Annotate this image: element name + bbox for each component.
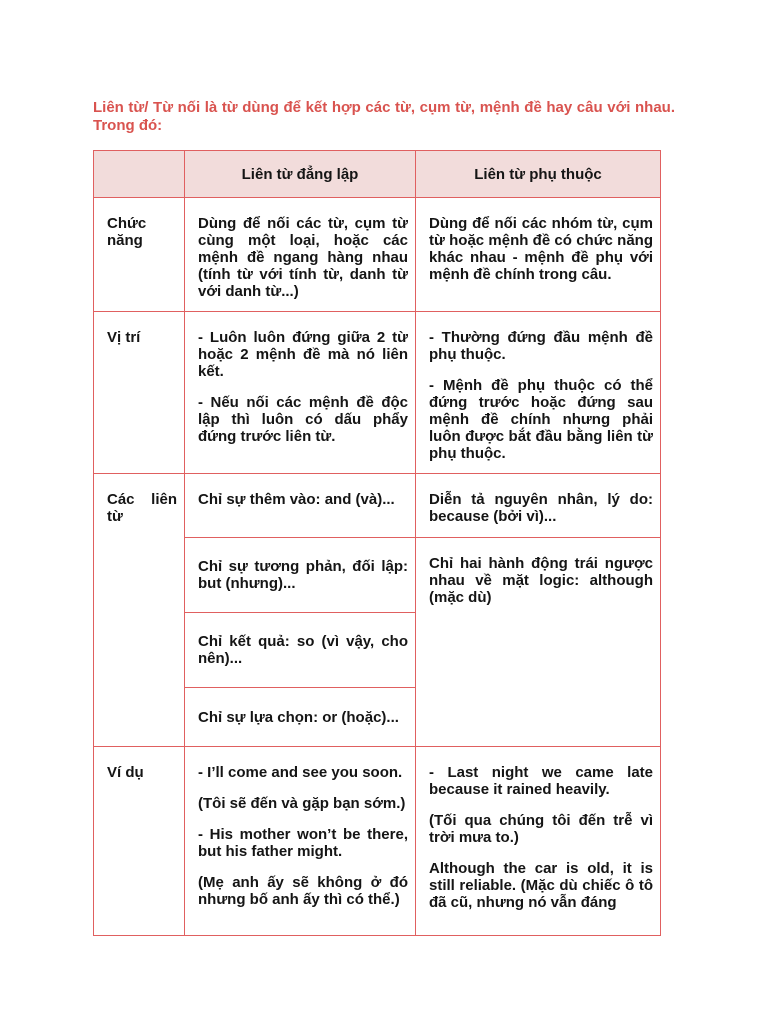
position-subordinating	[416, 312, 661, 474]
intro-paragraph: Liên từ/ Từ nối là từ dùng để kết hợp các từ, cụm từ, mệnh đề hay câu với nhau. Trong đó:	[93, 99, 675, 134]
conjunction-addition: Chỉ sự thêm vào: and (và)...	[185, 474, 416, 538]
position-subordinating-1: - Thường đứng đầu mệnh đề phụ thuộc.	[429, 329, 653, 363]
header-subordinating: Liên từ phụ thuộc	[416, 151, 661, 198]
conjunction-cause: Diễn tả nguyên nhân, lý do: because (bởi vì)...	[416, 474, 661, 538]
position-coordinating-2: - Nếu nối các mệnh đề độc lập thì luôn có dấu phẩy đứng trước liên từ.	[198, 394, 408, 445]
function-subordinating: Dùng để nối các nhóm từ, cụm từ hoặc mệnh đề có chức năng khác nhau - mệnh đề phụ với mệnh đề chính trong câu.	[416, 198, 661, 312]
example-coordinating-2: (Tôi sẽ đến và gặp bạn sớm.)	[198, 795, 406, 812]
examples-coordinating	[185, 747, 416, 936]
conjunction-although: Chỉ hai hành động trái ngược nhau về mặt logic: although (mặc dù)	[416, 538, 661, 747]
function-coordinating: Dùng để nối các từ, cụm từ cùng một loại, hoặc các mệnh đề ngang hàng nhau (tính từ với tính từ, danh từ với danh từ...)	[185, 198, 416, 312]
example-coordinating-4: (Mẹ anh ấy sẽ không ở đó nhưng bố anh ấy thì có thể.)	[198, 874, 408, 908]
conjunction-result: Chỉ kết quả: so (vì vậy, cho nên)...	[185, 613, 416, 688]
header-empty-cell	[94, 151, 185, 198]
examples-subordinating	[416, 747, 661, 936]
position-coordinating-1: - Luôn luôn đứng giữa 2 từ hoặc 2 mệnh đề mà nó liên kết.	[198, 329, 408, 380]
row-label-position: Vị trí	[94, 312, 185, 474]
position-coordinating	[185, 312, 416, 474]
table-row-conjunctions-1	[94, 474, 661, 538]
example-subordinating-1: - Last night we came late because it rained heavily.	[429, 764, 653, 798]
table-row-examples	[94, 747, 661, 936]
example-coordinating-3: - His mother won’t be there, but his father might.	[198, 826, 408, 860]
conjunction-choice: Chỉ sự lựa chọn: or (hoặc)...	[185, 688, 416, 747]
table-header-row	[94, 151, 661, 198]
example-subordinating-3: Although the car is old, it is still reliable. (Mặc dù chiếc ô tô đã cũ, nhưng nó vẫn đáng	[429, 860, 653, 911]
example-coordinating-1: - I’ll come and see you soon.	[198, 764, 403, 781]
row-label-function: Chức năng	[94, 198, 185, 312]
example-subordinating-2: (Tối qua chúng tôi đến trễ vì trời mưa to.)	[429, 812, 653, 846]
row-label-examples: Ví dụ	[94, 747, 185, 936]
position-subordinating-2: - Mệnh đề phụ thuộc có thể đứng trước hoặc đứng sau mệnh đề chính nhưng phải luôn được bắt đầu bằng liên từ phụ thuộc.	[429, 377, 653, 462]
row-label-conjunctions: Các liên từ	[94, 474, 185, 747]
conjunction-table	[93, 150, 661, 936]
header-coordinating: Liên từ đẳng lập	[185, 151, 416, 198]
table-row-function	[94, 198, 661, 312]
conjunction-contrast: Chỉ sự tương phản, đối lập: but (nhưng)...	[185, 538, 416, 613]
table-row-position	[94, 312, 661, 474]
